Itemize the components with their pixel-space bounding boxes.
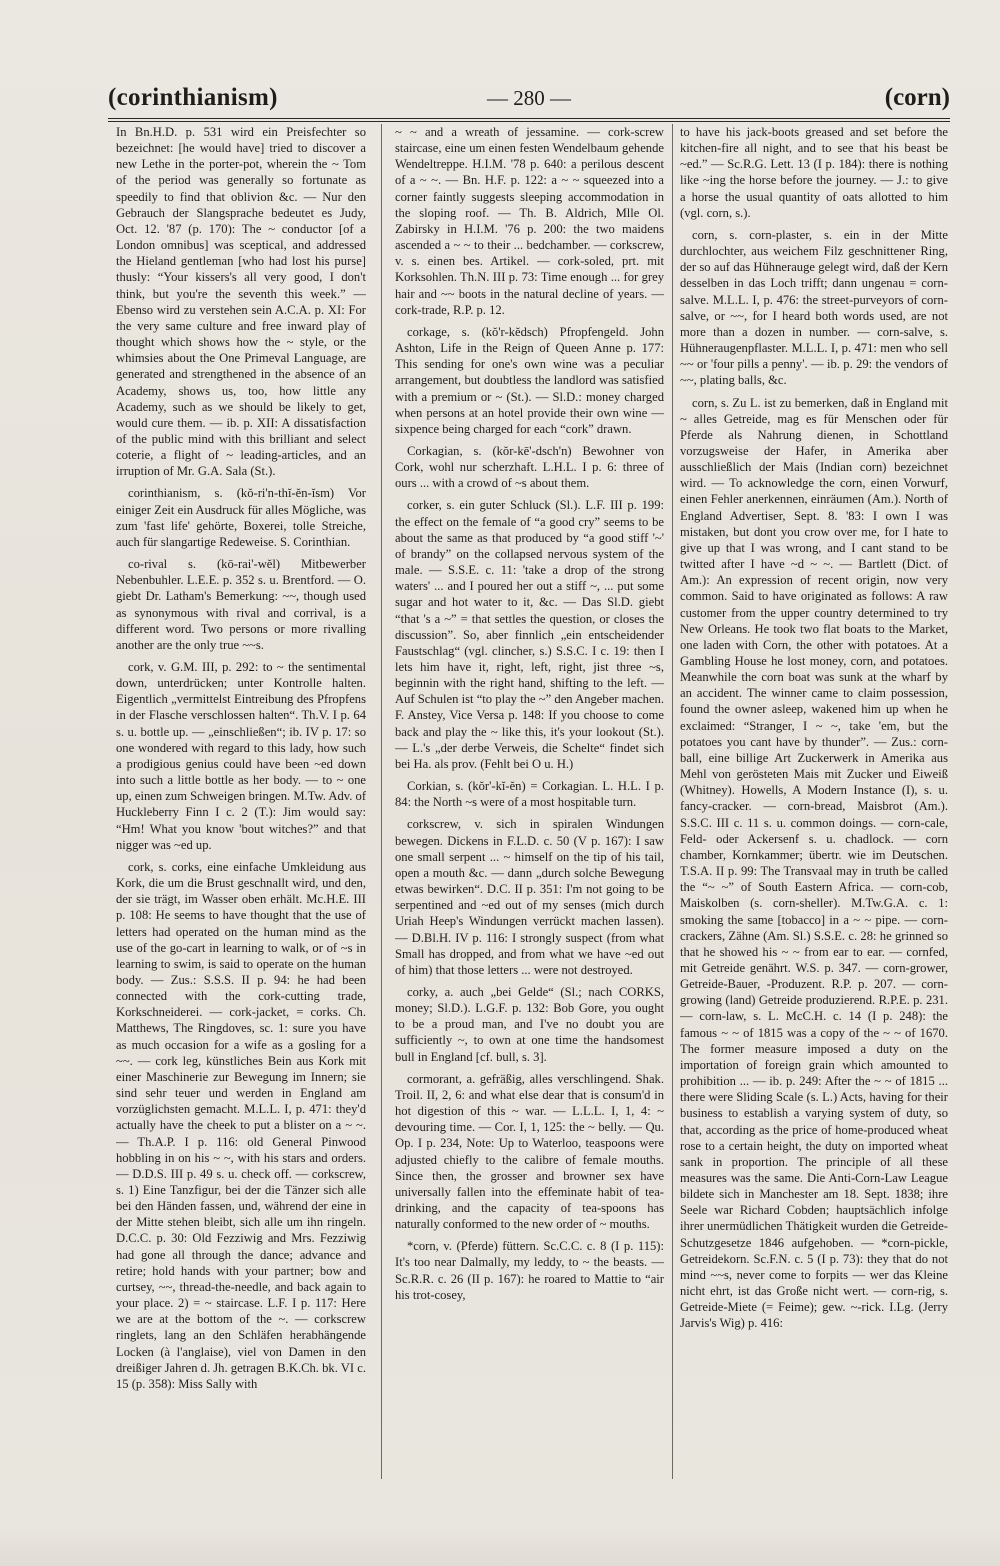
- page-edge-shade: [0, 1526, 1000, 1566]
- dictionary-entry: corkscrew, v. sich in spiralen Windungen bewegen. Dickens in F.L.D. c. 50 (V p. 167): I saw one small serpent ... ~ himself on the tip of his tail, open a mouth &c. — dann „durch solche Bewegung etwas bewirken“. D.C. II p. 351: I'm not going to be serpentined and ~ed out of my senses (mich durch Uriah Heep's Windungen verrückt machen lassen). — D.Bl.H. IV p. 116: I strongly suspect (from what Small has dropped, and from what we have ~ed out of him) that those letters ... were not destroyed.: [395, 817, 664, 977]
- dictionary-entry: cork, v. G.M. III, p. 292: to ~ the sentimental down, unterdrücken; unter Kontrolle halten. Eigentlich „vermittelst Eintreibung des Pfropfens in der Flasche verschlossen halten“. Th.V. I p. 64 s. u. bottle up. — „einschließen“; ib. IV p. 17: so one wondered with regard to this lady, how such a prodigious genius could have been ~ed down into such a little bottle as her body. — to ~ one up, einen zum Schweigen bringen. M.Tw. Adv. of Huckleberry Finn I c. 2 (T.): Jim would say: “Hm! What you know 'bout witches?” and that nigger was ~ed up.: [116, 660, 366, 852]
- left-running-headword: (corinthianism): [108, 84, 278, 111]
- text-column-3: [680, 124, 948, 1479]
- dictionary-entry: corn, s. corn-plaster, s. ein in der Mitte durchlochter, aus weichem Filz geschnittener Ring, der so auf das Hühnerauge gelegt wird, daß der Kern desselben in das Loch trifft; dann ungenau = corn-salve. M.L.L. I, p. 476: the street-purveyors of corn-salve, or ~~, for I heard both words used, are not more than a dozen in number. — corn-salve, s. Hühneraugenpflaster. M.L.L. I, p. 471: men who sell ~~ or 'four pills a penny'. — ib. p. 29: the vendors of ~~, plating balls, &c.: [680, 227, 948, 388]
- dictionary-entry: corky, a. auch „bei Gelde“ (Sl.; nach CORKS, money; Sl.D.). L.G.F. p. 132: Bob Gore, you ought to be a proud man, and I've no doubt you are sufficiently ~, to own at one time the handsomest bull in England [cf. bull, s. 3].: [395, 984, 664, 1064]
- entry-continuation: ~ ~ and a wreath of jessamine. — cork-screw staircase, eine um einen festen Wendelbaum gehende Wendeltreppe. H.I.M. '78 p. 640: a perilous descent of a ~ ~. — Bn. H.F. p. 122: a ~ ~ squeezed into a corner faintly suggests sleeping accommodation in the sloping roof. — Th. B. Aldrich, Mlle Ol. Zabirsky in H.I.M. '76 p. 200: the two maidens ascended a ~ ~ to their ... bedchamber. — corkscrew, v. s. einen bes. Artikel. — cork-soled, prt. mit Korksohlen. Th.N. III p. 73: Time enough ... for grey hair and ~~ boots in the natural decline of years. — cork-trade, R.P. p. 12.: [395, 125, 664, 317]
- dictionary-entry: *corn, v. (Pferde) füttern. Sc.C.C. c. 8 (I p. 115): It's too near Dalmally, my leddy, to ~ the beasts. — Sc.R.R. c. 26 (II p. 167): he roared to Mattie to “air his trot-cosey,: [395, 1239, 664, 1302]
- dictionary-entry: cork, s. corks, eine einfache Umkleidung aus Kork, die um die Brust geschnallt wird, und den, der sie trägt, im Wasser oben erhält. Mc.H.E. III p. 108: He seems to have thought that the use of letters had operated on the human mind as the use of the go-cart in learning to walk, or of ~s in learning to swim, is said to operate on the human body. — Zus.: S.S.S. II p. 94: he had been connected with the cork-cutting trade, Korkschneiderei. — cork-jacket, = corks. Ch. Matthews, The Ringdoves, sc. 1: sure you have as much occasion for a wife as a gosling for a ~~. — cork leg, künstliches Bein aus Kork mit einer Maschinerie zur Bewegung im Innern; sie sind sehr teuer und werden in England am vorzüglichsten gemacht. M.L.L. I, p. 471: they'd actually have the cheek to put a blister on a ~ ~. — Th.A.P. I p. 116: old General Pinwood hobbling in on his ~ ~, with his stars and orders. — D.D.S. III p. 49 s. u. check off. — corkscrew, s. 1) Eine Tanzfigur, bei der die Tänzer sich alle bei den Händen fassen, und, während der eine in der Mitte stehen bleibt, sich alle um ihn ringeln. D.C.C. p. 30: Old Fezziwig and Mrs. Fezziwig had gone all through the dance; advance and retire; hold hands with your partner; bow and curtsey, ~~, thread-the-needle, and back again to your place. 2) = ~ staircase. L.F. I p. 117: Here we are at the bottom of the ~. — corkscrew ringlets, lang an den Schläfen herabhängende Locken (à l'anglaise), viel von Damen in den dreißiger Jahren d. Jh. getragen B.K.Ch. bk. VI c. 15 (p. 358): Miss Sally with: [116, 859, 366, 1391]
- dictionary-entry: corn, s. Zu L. ist zu bemerken, daß in England mit ~ alles Getreide, mag es für Menschen oder für Pferde als Nahrung dienen, in Schottland vorzugsweise der Hafer, in Amerika aber ausschließlich der Mais (Indian corn) bezeichnet wird. — To acknowledge the corn, einen Vorwurf, einen Fehler anerkennen, einräumen (Am.). North of England Advertiser, Sept. 8. '83: I own I was mistaken, but dont you crow over me, for I hate to give up that I was wrong, and I cant stand to be twitted after I have ~d ~ ~. — Bartlett (Dict. of Am.): An expression of recent origin, now very common. Said to have originated as follows: A raw customer from the upper country determined to try New Orleans. He took two flat boats to the Market, one laden with Corn, the other with potatoes. At a Gambling House he lost money, corn, and potatoes. Meanwhile the corn boat was sunk at the wharf by an accident. The winner came to claim possession, found the owner asleep, wakened him up when he exclaimed: “Stranger, I ~ ~, take 'em, but the potatoes you cant have by thunder”. — Zus.: corn-ball, eine billige Art Zuckerwerk in Amerika aus Mehl von gerösteten Mais mit Zucker und Eiweiß (Whitney). Howells, A Modern Instance (I), s. u. fancy-cracker. — corn-bread, Maisbrot (Am.). S.S.C. III c. 11 s. u. common doings. — corn-cale, Feld- oder Ackersenf s. u. chadlock. — corn chamber, Kornkammer; übertr. wie im Deutschen. T.S.A. II p. 99: The Transvaal may in truth be called the “~ ~” of South Eastern Africa. — corn-cob, Maiskolben (s. corn-sheller). M.Tw.G.A. c. 1: smoking the same [tobacco] in a ~ ~ pipe. — corn-crackers, Zähne (Am. Sl.) S.S.E. c. 28: he grinned so that he showed his ~ ~ from ear to ear. — cornfed, mit Getreide genährt. W.S. p. 347. — corn-grower, Getreide-Bauer, -Produzent. R.P. p. 207. — corn-growing (land) Getreide produzierend. R.P.E. p. 231. — corn-law, s. L. McC.H. c. 14 (I p. 248): the famous ~ ~ of 1815 was a copy of the ~ ~ of 1670. The former measure imposed a duty on the importation of foreign grain which amounted to prohibition ... — ib. p. 249: After the ~ ~ of 1815 ... there were Sliding Scale (s. L.) Acts, having for their business to establish a varying system of duty, so that, according as the price of home-produced wheat rose to a certain height, the duty on imported wheat sank in proportion. The principle of all these measures was the same. Die Anti-Corn-Law League bildete sich in Manchester am 18. Sept. 1838; ihre Seele war Richard Cobden; hauptsächlich infolge ihrer unermüdlichen Thätigkeit wurden die Getreide-Schutzgesetze 1846 aufgehoben. — *corn-pickle, Getreidekorn. Sc.F.N. c. 5 (I p. 73): they that do not mind ~~s, never come to forpits — wer das Kleine nicht ehrt, ist das Große nicht wert. — corn-rig, s. Getreide-Miete (= Feime); gew. ~-rick. I.Lg. (Jerry Jarvis's Wig) p. 416:: [680, 395, 948, 1331]
- header-rule: [108, 118, 950, 122]
- page-number: — 280 —: [487, 86, 571, 110]
- dictionary-entry: corinthianism, s. (kŏ-ri'n-thĭ-ĕn-ĭsm) Vor einiger Zeit ein Ausdruck für alles Mögliche, was zum 'fast life' gehörte, Boxerei, tolle Streiche, auch für slangartige Redeweise. S. Corinthian.: [116, 486, 366, 549]
- text-column-2: [395, 124, 664, 1479]
- column-divider: [381, 124, 382, 1479]
- dictionary-entry: corker, s. ein guter Schluck (Sl.). L.F. III p. 199: the effect on the female of “a good cry” seems to be about the same as that produced by “a good stiff '~' of brandy” on the collapsed nervous system of the male. — S.S.E. c. 11: 'take a drop of the strong waters' ... and I poured her out a stiff ~, ... put some sugar and hot water to it, &c. — Das Sl.D. giebt “that 's a ~” = that settles the question, or closes the discussion”. So, aber finnlich „ein entscheidender Faustschlag“ (vgl. clincher, s.) S.S.C. I c. 19: then I lets him have it, right, left, right, jist three ~s, beginnin with the right hand, shifting to the left. — Auf Schulen ist “to play the ~” den Angeber machen. F. Anstey, Vice Versa p. 148: If you choose to come back and play the ~ like this, it's your lookout (St.). — L.'s „der derbe Verweis, die Schelte“ findet sich bei Ha. als prov. (Fehlt bei O u. H.): [395, 498, 664, 771]
- entry-continuation: In Bn.H.D. p. 531 wird ein Preisfechter so bezeichnet: [he would have] tried to discover a new Lethe in the porter-pot, wherein the ~ Tom of the period was generally so fortunate as speedily to find that oblivion &c. — Nur den Gebrauch der Slangsprache bedeutet es Judy, Oct. 12. '87 (p. 170): The ~ conductor [of a London omnibus] was sceptical, and addressed the Hieland gentleman [who had lost his purse] thusly: “Your kissers's all very good, I don't think, but you're the seventh this week.” — Ebenso wird zu verstehen sein A.C.A. p. XI: For the very same culture and free inward play of thought which shows how the ~ style, or the whimsies about the One Primeval Language, are generated and strengthened in the absence of an Academy, shows us, too, how little any Academy, such as we should be likely to get, would cure them. — ib. p. XII: A dissatisfaction of the public mind with this brilliant and select coterie, a flight of ~ leading-articles, and an irruption of Mr. G.A. Sala (St.).: [116, 125, 366, 479]
- dictionary-entry: co-rival s. (kō-rai'-wĕl) Mitbewerber Nebenbuhler. L.E.E. p. 352 s. u. Brentford. — O. giebt Dr. Latham's Bemerkung: ~~, though used as synonymous with rival and corrival, is a different word. Two persons or more rivalling another are the only true ~~s.: [116, 557, 366, 652]
- column-divider: [672, 124, 673, 1479]
- dictionary-entry: Corkian, s. (kŏr'-kĭ-ĕn) = Corkagian. L. H.L. I p. 84: the North ~s were of a most hospitable turn.: [395, 779, 664, 810]
- dictionary-entry: cormorant, a. gefräßig, alles verschlingend. Shak. Troil. II, 2, 6: and what else dear that is consum'd in hot digestion of this ~ war. — L.L.L. I, 1, 4: ~ devouring time. — Cor. I, 1, 125: the ~ belly. — Qu. Op. I p. 234, Note: Up to Waterloo, teaspoons were adjusted chiefly to the calibre of female mouths. Since then, the grosser and browner sex have universally fallen into the effeminate habit of tea-drinking, and the capacity of tea-spoons has naturally conformed to the new order of ~ mouths.: [395, 1071, 664, 1232]
- dictionary-entry: corkage, s. (kŏ'r-kĕdsch) Pfropfengeld. John Ashton, Life in the Reign of Queen Anne p. 177: This sending for one's own wine was a peculiar arrangement, but doubtless the landlord was satisfied with a premium or ~ (St.). — Sl.D.: money charged when persons at an hotel provide their own wine — sixpence being charged for each “cork” drawn.: [395, 324, 664, 436]
- entry-continuation: to have his jack-boots greased and set before the kitchen-fire all night, and to see that his beast be ~ed.” — Sc.R.G. Lett. 13 (I p. 184): there is nothing like ~ing the horse before the journey. — J.: to give a horse the usual quantity of oats allotted to him (vgl. corn, s.).: [680, 125, 948, 220]
- right-running-headword: (corn): [884, 84, 950, 111]
- text-column-1: [116, 124, 366, 1479]
- dictionary-entry: Corkagian, s. (kŏr-kē'-dsch'n) Bewohner von Cork, wohl nur scherzhaft. L.H.L. I p. 6: three of ours ... with a crowd of ~s about them.: [395, 443, 664, 491]
- page-header: [108, 84, 950, 120]
